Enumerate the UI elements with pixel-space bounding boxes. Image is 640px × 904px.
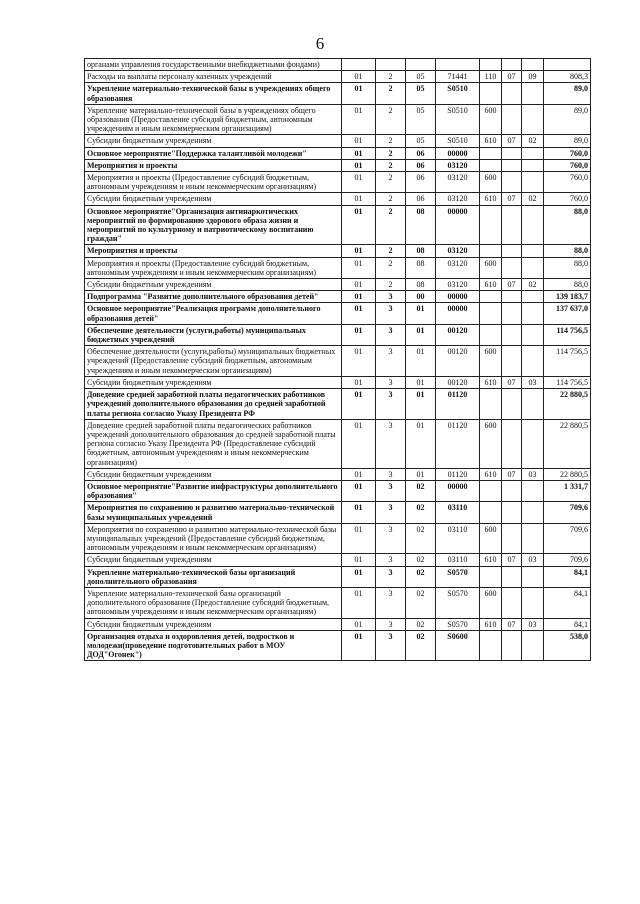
direction-code-cell (436, 59, 480, 71)
row-name-cell: Мероприятия по сохранению и развитию материально-технической базы муниципальных учреждений (Предоставление субсидий бюджетным, автономным учреждениям и иным некоммерческим организациям) (85, 523, 342, 554)
program-code-cell: 01 (342, 291, 376, 303)
amount-cell: 139 183,7 (544, 291, 591, 303)
table-row (85, 502, 591, 523)
section-code-cell (502, 83, 522, 104)
table-row (85, 566, 591, 587)
subprogram-code-cell: 3 (376, 554, 406, 566)
expense-type-code-cell (480, 480, 502, 501)
section-code-cell (502, 104, 522, 135)
table-row (85, 554, 591, 566)
program-code-cell: 01 (342, 71, 376, 83)
program-code-cell: 01 (342, 135, 376, 147)
table-row (85, 376, 591, 388)
amount-cell: 114 756,5 (544, 346, 591, 377)
expense-type-code-cell (480, 303, 502, 324)
table-row (85, 346, 591, 377)
subsection-code-cell (522, 245, 544, 257)
section-code-cell (502, 291, 522, 303)
direction-code-cell: S0510 (436, 104, 480, 135)
amount-cell: 114 756,5 (544, 376, 591, 388)
section-code-cell: 07 (502, 468, 522, 480)
activity-code-cell: 01 (406, 324, 436, 345)
expense-type-code-cell (480, 83, 502, 104)
table-row (85, 618, 591, 630)
row-name-cell: Расходы на выплаты персоналу казенных учреждений (85, 71, 342, 83)
row-name-cell: Обеспечение деятельности (услуги,работы) муниципальных бюджетных учреждений (85, 324, 342, 345)
expense-type-code-cell (480, 159, 502, 171)
activity-code-cell: 05 (406, 104, 436, 135)
section-code-cell (502, 324, 522, 345)
amount-cell: 84,1 (544, 618, 591, 630)
activity-code-cell: 06 (406, 193, 436, 205)
expense-type-code-cell (480, 566, 502, 587)
row-name-cell: Обеспечение деятельности (услуги,работы) муниципальных бюджетных учреждений (Предоставление субсидий бюджетным, автономным учреждениям и иным некоммерческим организациям) (85, 346, 342, 377)
section-code-cell (502, 303, 522, 324)
activity-code-cell: 02 (406, 480, 436, 501)
subprogram-code-cell: 3 (376, 303, 406, 324)
expense-type-code-cell (480, 245, 502, 257)
subprogram-code-cell: 2 (376, 83, 406, 104)
row-name-cell: Субсидии бюджетным учреждениям (85, 554, 342, 566)
direction-code-cell: S0570 (436, 587, 480, 618)
subsection-code-cell (522, 303, 544, 324)
section-code-cell (502, 59, 522, 71)
subsection-code-cell: 09 (522, 71, 544, 83)
activity-code-cell: 01 (406, 468, 436, 480)
direction-code-cell: 03120 (436, 172, 480, 193)
section-code-cell: 07 (502, 193, 522, 205)
program-code-cell: 01 (342, 346, 376, 377)
row-name-cell: Субсидии бюджетным учреждениям (85, 618, 342, 630)
activity-code-cell: 08 (406, 279, 436, 291)
section-code-cell: 07 (502, 279, 522, 291)
row-name-cell: Организация отдыха и оздоровления детей, подростков и молодежи(проведение подготовительных работ в МОУ ДОД"Огонек") (85, 630, 342, 661)
amount-cell: 760,0 (544, 159, 591, 171)
row-name-cell: Укрепление материально-технической базы организаций дополнительного образования (Предоставление субсидий бюджетным, автономным учреждениям и иным некоммерческим организациям) (85, 587, 342, 618)
row-name-cell: Подпрограмма "Развитие дополнительного образования детей" (85, 291, 342, 303)
table-row (85, 104, 591, 135)
subprogram-code-cell: 2 (376, 104, 406, 135)
direction-code-cell: 03120 (436, 159, 480, 171)
amount-cell: 137 637,0 (544, 303, 591, 324)
direction-code-cell: 00000 (436, 205, 480, 245)
subsection-code-cell (522, 324, 544, 345)
expense-type-code-cell: 600 (480, 104, 502, 135)
subsection-code-cell (522, 566, 544, 587)
activity-code-cell: 01 (406, 389, 436, 420)
subsection-code-cell (522, 587, 544, 618)
amount-cell: 84,1 (544, 566, 591, 587)
program-code-cell: 01 (342, 172, 376, 193)
activity-code-cell: 02 (406, 554, 436, 566)
direction-code-cell: S0570 (436, 566, 480, 587)
expense-type-code-cell (480, 502, 502, 523)
activity-code-cell: 08 (406, 257, 436, 278)
direction-code-cell: S0600 (436, 630, 480, 661)
subsection-code-cell (522, 59, 544, 71)
expense-type-code-cell (480, 324, 502, 345)
amount-cell: 538,0 (544, 630, 591, 661)
expense-type-code-cell: 610 (480, 554, 502, 566)
program-code-cell: 01 (342, 554, 376, 566)
direction-code-cell: 03110 (436, 523, 480, 554)
program-code-cell: 01 (342, 159, 376, 171)
section-code-cell (502, 630, 522, 661)
subsection-code-cell: 03 (522, 618, 544, 630)
section-code-cell (502, 502, 522, 523)
activity-code-cell: 02 (406, 523, 436, 554)
direction-code-cell: 00000 (436, 480, 480, 501)
program-code-cell: 01 (342, 523, 376, 554)
row-name-cell: Доведение средней заработной платы педагогических работников учреждений дополнительного образования до средней заработной платы региона согласно Указу Президента РФ (Предоставление субсидий бюджетным, автономным учреждениям и иным некоммерческим организациям) (85, 419, 342, 468)
expense-type-code-cell: 610 (480, 376, 502, 388)
row-name-cell: Основное мероприятие"Реализация программ дополнительного образования детей" (85, 303, 342, 324)
table-row (85, 135, 591, 147)
subprogram-code-cell: 3 (376, 587, 406, 618)
amount-cell: 89,0 (544, 135, 591, 147)
direction-code-cell: 01120 (436, 389, 480, 420)
program-code-cell: 01 (342, 419, 376, 468)
row-name-cell: Основное мероприятие"Поддержка талантливой молодежи" (85, 147, 342, 159)
section-code-cell (502, 147, 522, 159)
row-name-cell: Мероприятия и проекты (85, 159, 342, 171)
program-code-cell: 01 (342, 587, 376, 618)
subsection-code-cell (522, 419, 544, 468)
program-code-cell: 01 (342, 279, 376, 291)
table-row (85, 480, 591, 501)
section-code-cell (502, 419, 522, 468)
expense-type-code-cell (480, 59, 502, 71)
subsection-code-cell (522, 346, 544, 377)
section-code-cell: 07 (502, 554, 522, 566)
expense-type-code-cell: 610 (480, 135, 502, 147)
subprogram-code-cell: 3 (376, 376, 406, 388)
expense-type-code-cell (480, 205, 502, 245)
subsection-code-cell (522, 104, 544, 135)
subprogram-code-cell: 3 (376, 468, 406, 480)
direction-code-cell: S0570 (436, 618, 480, 630)
subprogram-code-cell: 2 (376, 147, 406, 159)
activity-code-cell: 02 (406, 566, 436, 587)
section-code-cell (502, 523, 522, 554)
table-body (85, 59, 591, 661)
subsection-code-cell (522, 389, 544, 420)
section-code-cell: 07 (502, 376, 522, 388)
program-code-cell: 01 (342, 376, 376, 388)
direction-code-cell: 00120 (436, 376, 480, 388)
program-code-cell: 01 (342, 324, 376, 345)
section-code-cell (502, 566, 522, 587)
subsection-code-cell (522, 291, 544, 303)
direction-code-cell: 00000 (436, 147, 480, 159)
program-code-cell: 01 (342, 245, 376, 257)
subsection-code-cell: 02 (522, 135, 544, 147)
amount-cell: 22 880,5 (544, 389, 591, 420)
amount-cell: 22 880,5 (544, 468, 591, 480)
section-code-cell: 07 (502, 71, 522, 83)
subprogram-code-cell: 3 (376, 419, 406, 468)
activity-code-cell: 06 (406, 147, 436, 159)
subprogram-code-cell: 3 (376, 346, 406, 377)
expense-type-code-cell: 600 (480, 587, 502, 618)
program-code-cell: 01 (342, 618, 376, 630)
subsection-code-cell (522, 630, 544, 661)
amount-cell: 88,0 (544, 257, 591, 278)
activity-code-cell: 01 (406, 376, 436, 388)
activity-code-cell: 08 (406, 205, 436, 245)
activity-code-cell: 01 (406, 346, 436, 377)
activity-code-cell: 00 (406, 291, 436, 303)
section-code-cell (502, 172, 522, 193)
subprogram-code-cell: 3 (376, 630, 406, 661)
row-name-cell: Субсидии бюджетным учреждениям (85, 279, 342, 291)
subprogram-code-cell: 3 (376, 618, 406, 630)
subprogram-code-cell (376, 59, 406, 71)
expense-type-code-cell: 110 (480, 71, 502, 83)
activity-code-cell: 05 (406, 83, 436, 104)
direction-code-cell: 03120 (436, 279, 480, 291)
row-name-cell: Мероприятия по сохранению и развитию материально-технической базы муниципальных учреждений (85, 502, 342, 523)
program-code-cell: 01 (342, 303, 376, 324)
activity-code-cell: 02 (406, 618, 436, 630)
program-code-cell: 01 (342, 630, 376, 661)
amount-cell: 89,0 (544, 83, 591, 104)
page-number: 6 (315, 34, 325, 53)
section-code-cell (502, 205, 522, 245)
direction-code-cell: 71441 (436, 71, 480, 83)
subprogram-code-cell: 3 (376, 523, 406, 554)
subsection-code-cell: 03 (522, 554, 544, 566)
amount-cell: 88,0 (544, 279, 591, 291)
amount-cell: 88,0 (544, 205, 591, 245)
row-name-cell: Мероприятия и проекты (Предоставление субсидий бюджетным, автономным учреждениям и иным некоммерческим организациям) (85, 172, 342, 193)
amount-cell: 808,3 (544, 71, 591, 83)
expense-type-code-cell: 610 (480, 618, 502, 630)
subsection-code-cell: 02 (522, 193, 544, 205)
expense-type-code-cell (480, 389, 502, 420)
program-code-cell: 01 (342, 193, 376, 205)
section-code-cell (502, 587, 522, 618)
table-row (85, 630, 591, 661)
activity-code-cell: 05 (406, 71, 436, 83)
amount-cell: 760,0 (544, 172, 591, 193)
amount-cell: 709,6 (544, 502, 591, 523)
subprogram-code-cell: 3 (376, 324, 406, 345)
amount-cell: 1 331,7 (544, 480, 591, 501)
expense-type-code-cell: 600 (480, 419, 502, 468)
row-name-cell: Мероприятия и проекты (85, 245, 342, 257)
program-code-cell: 01 (342, 389, 376, 420)
subprogram-code-cell: 2 (376, 193, 406, 205)
subsection-code-cell (522, 480, 544, 501)
subprogram-code-cell: 3 (376, 480, 406, 501)
table-row (85, 523, 591, 554)
subprogram-code-cell: 3 (376, 389, 406, 420)
subprogram-code-cell: 3 (376, 502, 406, 523)
amount-cell: 89,0 (544, 104, 591, 135)
section-code-cell (502, 389, 522, 420)
subsection-code-cell: 03 (522, 376, 544, 388)
program-code-cell: 01 (342, 468, 376, 480)
program-code-cell: 01 (342, 480, 376, 501)
program-code-cell: 01 (342, 147, 376, 159)
section-code-cell: 07 (502, 618, 522, 630)
program-code-cell: 01 (342, 566, 376, 587)
amount-cell: 114 756,5 (544, 324, 591, 345)
program-code-cell: 01 (342, 104, 376, 135)
row-name-cell: Мероприятия и проекты (Предоставление субсидий бюджетным, автономным учреждениям и иным некоммерческим организациям) (85, 257, 342, 278)
amount-cell: 760,0 (544, 147, 591, 159)
table-row (85, 419, 591, 468)
program-code-cell: 01 (342, 205, 376, 245)
subprogram-code-cell: 3 (376, 566, 406, 587)
subsection-code-cell (522, 523, 544, 554)
subprogram-code-cell: 2 (376, 205, 406, 245)
activity-code-cell: 08 (406, 245, 436, 257)
direction-code-cell: 03120 (436, 257, 480, 278)
direction-code-cell: 01120 (436, 419, 480, 468)
subprogram-code-cell: 2 (376, 245, 406, 257)
row-name-cell: Субсидии бюджетным учреждениям (85, 376, 342, 388)
row-name-cell: Основное мероприятие"Развитие инфраструктуры дополнительного образования" (85, 480, 342, 501)
activity-code-cell: 06 (406, 159, 436, 171)
subprogram-code-cell: 2 (376, 279, 406, 291)
table-row (85, 147, 591, 159)
expense-type-code-cell: 600 (480, 523, 502, 554)
amount-cell: 709,6 (544, 554, 591, 566)
table-row (85, 291, 591, 303)
expense-type-code-cell: 610 (480, 193, 502, 205)
table-row (85, 587, 591, 618)
subprogram-code-cell: 2 (376, 172, 406, 193)
table-row (85, 71, 591, 83)
subsection-code-cell (522, 147, 544, 159)
direction-code-cell: S0510 (436, 83, 480, 104)
amount-cell: 760,0 (544, 193, 591, 205)
table-row (85, 324, 591, 345)
activity-code-cell (406, 59, 436, 71)
direction-code-cell: 03110 (436, 554, 480, 566)
expense-type-code-cell (480, 291, 502, 303)
row-name-cell: Субсидии бюджетным учреждениям (85, 193, 342, 205)
subsection-code-cell (522, 502, 544, 523)
table-row (85, 279, 591, 291)
section-code-cell (502, 346, 522, 377)
subprogram-code-cell: 2 (376, 257, 406, 278)
subprogram-code-cell: 2 (376, 135, 406, 147)
expense-type-code-cell: 600 (480, 172, 502, 193)
expense-type-code-cell: 610 (480, 468, 502, 480)
amount-cell: 84,1 (544, 587, 591, 618)
expense-type-code-cell: 600 (480, 346, 502, 377)
table-row (85, 159, 591, 171)
direction-code-cell: 03110 (436, 502, 480, 523)
subprogram-code-cell: 2 (376, 159, 406, 171)
row-name-cell: Субсидии бюджетным учреждениям (85, 135, 342, 147)
program-code-cell (342, 59, 376, 71)
subsection-code-cell (522, 83, 544, 104)
amount-cell: 22 880,5 (544, 419, 591, 468)
expense-type-code-cell (480, 147, 502, 159)
table-row (85, 59, 591, 71)
table-row (85, 193, 591, 205)
direction-code-cell: 01120 (436, 468, 480, 480)
subsection-code-cell (522, 257, 544, 278)
subprogram-code-cell: 3 (376, 291, 406, 303)
direction-code-cell: 00120 (436, 346, 480, 377)
table-row (85, 83, 591, 104)
amount-cell: 709,6 (544, 523, 591, 554)
activity-code-cell: 02 (406, 587, 436, 618)
program-code-cell: 01 (342, 257, 376, 278)
direction-code-cell: S0510 (436, 135, 480, 147)
row-name-cell: органами управления государственными внебюджетными фондами) (85, 59, 342, 71)
row-name-cell: Укрепление материально-технической базы в учреждениях общего образования (Предоставление субсидий бюджетным, автономным учреждениям и иным некоммерческим организациям) (85, 104, 342, 135)
subsection-code-cell (522, 205, 544, 245)
subsection-code-cell: 02 (522, 279, 544, 291)
amount-cell: 88,0 (544, 245, 591, 257)
activity-code-cell: 02 (406, 630, 436, 661)
subsection-code-cell (522, 172, 544, 193)
row-name-cell: Укрепление материально-технической базы в учреждениях общего образования (85, 83, 342, 104)
expense-type-code-cell (480, 630, 502, 661)
direction-code-cell: 03120 (436, 245, 480, 257)
activity-code-cell: 05 (406, 135, 436, 147)
program-code-cell: 01 (342, 83, 376, 104)
table-row (85, 172, 591, 193)
direction-code-cell: 03120 (436, 193, 480, 205)
activity-code-cell: 01 (406, 303, 436, 324)
activity-code-cell: 01 (406, 419, 436, 468)
row-name-cell: Основное мероприятие"Организация антинаркотических мероприятий по формированию здорового образа жизни и мероприятий по культурному и патриотическому воспитанию граждан" (85, 205, 342, 245)
expense-type-code-cell: 600 (480, 257, 502, 278)
activity-code-cell: 06 (406, 172, 436, 193)
table-row (85, 303, 591, 324)
section-code-cell (502, 245, 522, 257)
section-code-cell (502, 159, 522, 171)
subsection-code-cell: 03 (522, 468, 544, 480)
subprogram-code-cell: 2 (376, 71, 406, 83)
expense-type-code-cell: 610 (480, 279, 502, 291)
table-row (85, 468, 591, 480)
table-row (85, 205, 591, 245)
table-row (85, 257, 591, 278)
section-code-cell (502, 480, 522, 501)
row-name-cell: Субсидии бюджетным учреждениям (85, 468, 342, 480)
activity-code-cell: 02 (406, 502, 436, 523)
budget-table (84, 58, 591, 661)
subsection-code-cell (522, 159, 544, 171)
row-name-cell: Доведение средней заработной платы педагогических работников учреждений дополнительного образования до средней заработной платы региона согласно Указу Президента РФ (85, 389, 342, 420)
direction-code-cell: 00000 (436, 291, 480, 303)
table-row (85, 245, 591, 257)
table-row (85, 389, 591, 420)
amount-cell (544, 59, 591, 71)
row-name-cell: Укрепление материально-технической базы организаций дополнительного образования (85, 566, 342, 587)
section-code-cell: 07 (502, 135, 522, 147)
section-code-cell (502, 257, 522, 278)
direction-code-cell: 00120 (436, 324, 480, 345)
direction-code-cell: 00000 (436, 303, 480, 324)
program-code-cell: 01 (342, 502, 376, 523)
